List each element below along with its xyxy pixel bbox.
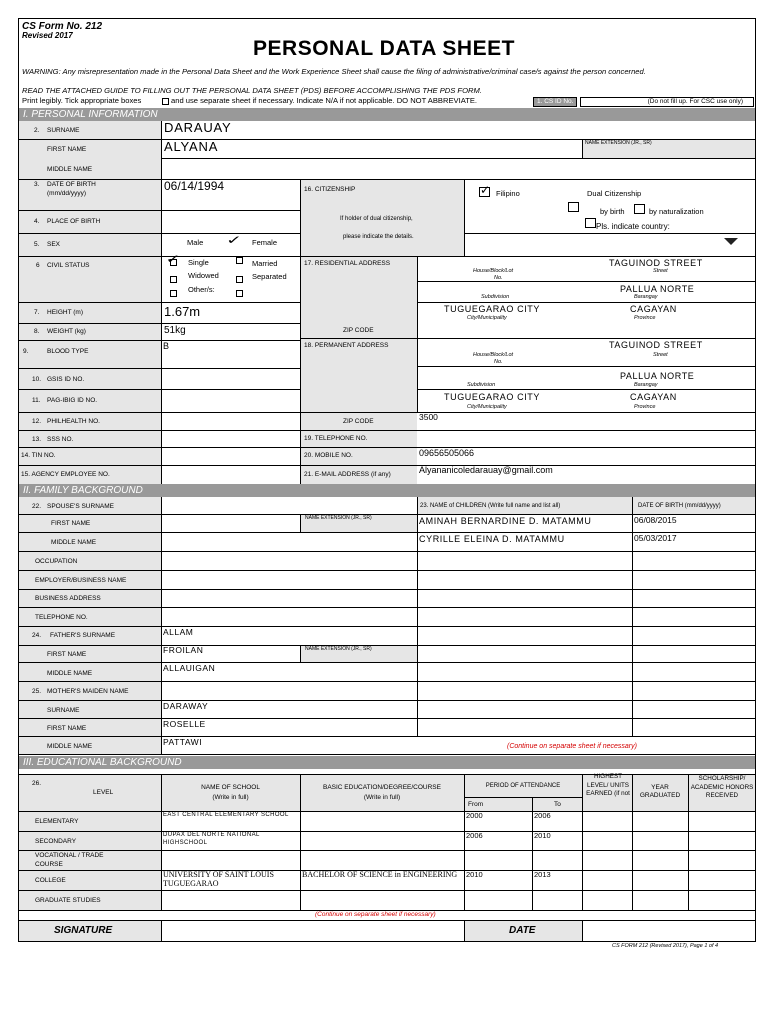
others-label: Other/s: xyxy=(188,285,215,294)
single-label: Single xyxy=(188,258,209,267)
widowed-checkbox[interactable] xyxy=(170,276,177,283)
cs-id-label: 1. CS ID No. xyxy=(537,98,574,105)
civil-label: CIVIL STATUS xyxy=(47,262,90,269)
guide-text: READ THE ATTACHED GUIDE TO FILLING OUT THE PERSONAL DATA SHEET (PDS) BEFORE ACCOMPLISHING THE PDS FORM. xyxy=(22,86,482,95)
middle-name-label: MIDDLE NAME xyxy=(47,166,93,173)
mobile-field[interactable]: 09656505066 xyxy=(419,448,475,458)
dual-note-1: If holder of dual citizenship, xyxy=(340,216,413,222)
mobile-label: 20. MOBILE NO. xyxy=(304,452,353,459)
signature-field[interactable] xyxy=(163,922,462,939)
date-label: DATE xyxy=(509,925,536,936)
father-ext-label: NAME EXTENSION (JR., SR) xyxy=(305,646,372,652)
edu-vocational-label: VOCATIONAL / TRADE COURSE xyxy=(35,852,104,868)
country-dropdown-icon[interactable] xyxy=(724,238,738,245)
perm-province-label: Province xyxy=(634,404,656,410)
phil-label: PHILHEALTH NO. xyxy=(47,418,100,425)
filipino-check-icon: ✓ xyxy=(480,183,491,197)
business-address-label: BUSINESS ADDRESS xyxy=(35,595,101,602)
mother-first-label: FIRST NAME xyxy=(47,725,87,732)
filipino-label: Filipino xyxy=(496,189,520,198)
dob-label: DATE OF BIRTH xyxy=(47,181,96,188)
sex-no: 5. xyxy=(34,241,40,248)
res-zip-label: ZIP CODE xyxy=(343,327,374,334)
edu-continue-note: (Continue on separate sheet if necessary) xyxy=(315,911,436,918)
form-number: CS Form No. 212 xyxy=(22,21,103,32)
edu-school-sub: (Write in full) xyxy=(212,794,249,801)
sex-female-option[interactable]: Female xyxy=(252,238,278,247)
perm-barangay-label: Barangay xyxy=(634,382,658,388)
weight-no: 8. xyxy=(34,328,40,335)
occupation-label: OCCUPATION xyxy=(35,558,78,565)
tin-label: 14. TIN NO. xyxy=(21,452,56,459)
height-label: HEIGHT (m) xyxy=(47,309,83,316)
res-city[interactable]: TUGUEGARAO CITY xyxy=(444,304,541,314)
separated-checkbox[interactable] xyxy=(236,276,243,283)
perm-street-label: Street xyxy=(653,352,668,358)
pagibig-no: 11. xyxy=(32,397,41,404)
spouse-ext-label: NAME EXTENSION (JR., SR) xyxy=(305,515,372,521)
edu-elementary-label: ELEMENTARY xyxy=(35,818,79,825)
perm-house-label: House/Block/Lot xyxy=(473,352,514,358)
sex-label: SEX xyxy=(47,241,61,248)
by-birth-checkbox[interactable] xyxy=(634,204,645,214)
first-name-label: FIRST NAME xyxy=(47,146,87,153)
by-birth-label: by birth xyxy=(600,207,625,216)
res-house-label: House/Block/Lot xyxy=(473,268,514,274)
dob-no: 3. xyxy=(34,181,40,188)
edu-to-label: To xyxy=(554,801,561,808)
perm-city[interactable]: TUGUEGARAO CITY xyxy=(444,392,541,402)
elem-from-field[interactable]: 2000 xyxy=(466,811,483,820)
email-field[interactable]: Alyananicoledarauay@gmail.com xyxy=(419,465,553,475)
edu-level-label: LEVEL xyxy=(93,789,114,796)
col-course-field[interactable]: BACHELOR OF SCIENCE in ENGINEERING xyxy=(302,870,458,879)
others-checkbox-2[interactable] xyxy=(236,290,243,297)
civil-no: 6 xyxy=(36,262,40,269)
weight-field[interactable]: 51kg xyxy=(164,325,186,336)
perm-house-no: No. xyxy=(494,359,503,365)
section-personal: I. PERSONAL INFORMATION xyxy=(19,108,755,121)
mother-surname-field[interactable]: DARAWAY xyxy=(163,701,209,711)
surname-field[interactable]: DARAUAY xyxy=(164,120,232,135)
father-middle-field[interactable]: ALLAUIGAN xyxy=(163,663,216,673)
dual-checkbox[interactable] xyxy=(568,202,579,212)
separated-label: Separated xyxy=(252,272,287,281)
res-street-label: Street xyxy=(653,268,668,274)
mother-no: 25. xyxy=(32,688,42,695)
res-province[interactable]: CAGAYAN xyxy=(630,304,677,314)
section-education: III. EDUCATIONAL BACKGROUND xyxy=(19,756,755,769)
edu-course-label: BASIC EDUCATION/DEGREE/COURSE xyxy=(323,784,441,791)
mother-middle-field[interactable]: PATTAWI xyxy=(163,737,203,747)
email-label: 21. E-MAIL ADDRESS (if any) xyxy=(304,471,391,478)
edu-year-label: YEAR GRADUATED xyxy=(639,784,681,799)
height-field[interactable]: 1.67m xyxy=(164,304,201,319)
gsis-label: GSIS ID NO. xyxy=(47,376,85,383)
spouse-no: 22. xyxy=(32,503,42,510)
elem-school-field[interactable]: EAST CENTRAL ELEMENTARY SCHOOL xyxy=(163,812,289,818)
sex-male-option[interactable]: Male xyxy=(187,238,204,247)
sss-label: SSS NO. xyxy=(47,436,74,443)
edu-highest-label: HIGHEST LEVEL/ UNITS EARNED (if not xyxy=(586,773,630,797)
family-continue-note: (Continue on separate sheet if necessary) xyxy=(507,743,637,750)
address-label-bg xyxy=(300,256,417,484)
spouse-first-label: FIRST NAME xyxy=(51,520,91,527)
child-2-dob[interactable]: 05/03/2017 xyxy=(634,533,677,543)
perm-province[interactable]: CAGAYAN xyxy=(630,392,677,402)
col-to-field[interactable]: 2013 xyxy=(534,870,551,879)
edu-from-label: From xyxy=(468,801,484,808)
res-house-no: No. xyxy=(494,275,503,281)
dual-citizenship-label: Dual Citizenship xyxy=(587,189,642,198)
father-no: 24. xyxy=(32,632,42,639)
mother-middle-label: MIDDLE NAME xyxy=(47,743,93,750)
edu-course-sub: (Write in full) xyxy=(363,794,401,801)
father-surname-field[interactable]: ALLAM xyxy=(163,627,194,637)
spouse-telephone-label: TELEPHONE NO. xyxy=(35,614,88,621)
edu-no: 26. xyxy=(32,780,42,787)
spouse-surname-label: SPOUSE'S SURNAME xyxy=(47,503,114,510)
child-1-name[interactable]: AMINAH BERNARDINE D. MATAMMU xyxy=(419,516,592,526)
pob-label: PLACE OF BIRTH xyxy=(47,218,101,225)
sec-from-field[interactable]: 2006 xyxy=(466,831,483,840)
by-naturalization-label: by naturalization xyxy=(649,207,704,216)
col-from-field[interactable]: 2010 xyxy=(466,870,483,879)
res-street[interactable]: TAGUINOD STREET xyxy=(609,258,703,268)
children-dob-label: DATE OF BIRTH (mm/dd/yyyy) xyxy=(638,503,721,509)
edu-period-label: PERIOD OF ATTENDANCE xyxy=(485,783,561,789)
dob-format: (mm/dd/yyyy) xyxy=(47,190,86,197)
sec-to-field[interactable]: 2010 xyxy=(534,831,551,840)
form-footer: CS FORM 212 (Revised 2017), Page 1 of 4 xyxy=(612,943,719,949)
child-2-name[interactable]: CYRILLE ELEINA D. MATAMMU xyxy=(419,534,565,544)
pob-no: 4. xyxy=(34,218,40,225)
gsis-no: 10. xyxy=(32,376,42,383)
res-province-label: Province xyxy=(634,315,656,321)
warning-text: WARNING: Any misrepresentation made in the Personal Data Sheet and the Work Experience Sheet shall cause the filing of administrative/criminal case/s against the person concerned. xyxy=(22,67,646,76)
widowed-label: Widowed xyxy=(188,271,219,280)
first-name-field[interactable]: ALYANA xyxy=(164,139,219,154)
page-title: PERSONAL DATA SHEET xyxy=(253,37,515,60)
sss-no: 13. xyxy=(32,436,42,443)
children-label: 23. NAME of CHILDREN (Write full name and list all) xyxy=(420,503,561,509)
pagibig-label: PAG-IBIG ID NO. xyxy=(47,397,98,404)
child-1-dob[interactable]: 06/08/2015 xyxy=(634,515,677,525)
spouse-middle-label: MIDDLE NAME xyxy=(51,539,97,546)
mother-surname-label: SURNAME xyxy=(47,707,80,714)
perm-zip-field[interactable]: 3500 xyxy=(419,412,438,422)
res-barangay[interactable]: PALLUA NORTE xyxy=(620,284,695,294)
weight-label: WEIGHT (kg) xyxy=(47,328,86,335)
mother-first-field[interactable]: ROSELLE xyxy=(163,719,206,729)
surname-label: SURNAME xyxy=(47,127,80,134)
perm-zip-label: ZIP CODE xyxy=(343,418,374,425)
csc-use-only: (Do not fill up. For CSC use only) xyxy=(580,97,754,107)
blood-field[interactable]: B xyxy=(163,341,170,351)
by-nat-checkbox[interactable] xyxy=(585,218,596,228)
edu-honors-label: SCHOLARSHIP/ ACADEMIC HONORS RECEIVED xyxy=(690,775,754,799)
telephone-label: 19. TELEPHONE NO. xyxy=(304,435,368,442)
blood-label: BLOOD TYPE xyxy=(47,348,89,355)
signature-label: SIGNATURE xyxy=(54,925,113,936)
name-extension-label: NAME EXTENSION (JR., SR) xyxy=(585,140,652,146)
date-field[interactable] xyxy=(584,922,754,939)
perm-subdivision-label: Subdivision xyxy=(467,382,496,388)
employer-label: EMPLOYER/BUSINESS NAME xyxy=(35,577,127,584)
height-no: 7. xyxy=(34,309,40,316)
surname-no: 2. xyxy=(34,127,40,134)
others-checkbox[interactable] xyxy=(170,290,177,297)
edu-graduate-label: GRADUATE STUDIES xyxy=(35,897,101,904)
residential-label: 17. RESIDENTIAL ADDRESS xyxy=(304,260,391,267)
father-surname-label: FATHER'S SURNAME xyxy=(50,632,116,639)
edu-college-label: COLLEGE xyxy=(35,877,66,884)
elem-to-field[interactable]: 2006 xyxy=(534,811,551,820)
single-check-icon: ✓ xyxy=(165,252,181,266)
dual-note-2: please indicate the details. xyxy=(343,234,414,240)
mother-maiden-label: MOTHER'S MAIDEN NAME xyxy=(47,688,129,695)
sec-school-field[interactable]: DUPAX DEL NORTE NATIONAL HIGHSCHOOL xyxy=(163,832,260,846)
edu-school-label: NAME OF SCHOOL xyxy=(201,784,260,791)
revision: Revised 2017 xyxy=(22,31,73,40)
res-barangay-label: Barangay xyxy=(634,294,658,300)
perm-city-label: City/Municipality xyxy=(467,404,507,410)
blood-no: 9. xyxy=(23,348,29,355)
print-instructions-2: and use separate sheet if necessary. Indicate N/A if not applicable. DO NOT ABBREVIATE. xyxy=(171,96,478,105)
citizenship-label: 16. CITIZENSHIP xyxy=(304,186,356,193)
sample-tick-box xyxy=(162,98,169,105)
phil-no: 12. xyxy=(32,418,42,425)
print-instructions: Print legibly. Tick appropriate boxes xyxy=(22,96,142,105)
father-first-field[interactable]: FROILAN xyxy=(163,645,204,655)
agency-label: 15. AGENCY EMPLOYEE NO. xyxy=(21,471,110,478)
perm-barangay[interactable]: PALLUA NORTE xyxy=(620,371,695,381)
res-city-label: City/Municipality xyxy=(467,315,507,321)
married-checkbox[interactable] xyxy=(236,257,243,264)
res-subdivision-label: Subdivision xyxy=(481,294,510,300)
dob-field[interactable]: 06/14/1994 xyxy=(164,179,225,193)
father-middle-label: MIDDLE NAME xyxy=(47,670,93,677)
married-label: Married xyxy=(252,259,278,268)
female-check-icon: ✓ xyxy=(225,233,243,247)
father-first-label: FIRST NAME xyxy=(47,651,87,658)
perm-street[interactable]: TAGUINOD STREET xyxy=(609,340,703,350)
indicate-country-label: Pls. indicate country: xyxy=(596,222,670,231)
section-family: II. FAMILY BACKGROUND xyxy=(19,484,755,497)
col-school-field[interactable]: UNIVERSITY OF SAINT LOUIS TUGUEGARAO xyxy=(163,870,274,888)
edu-secondary-label: SECONDARY xyxy=(35,838,77,845)
permanent-label: 18. PERMANENT ADDRESS xyxy=(304,342,389,349)
